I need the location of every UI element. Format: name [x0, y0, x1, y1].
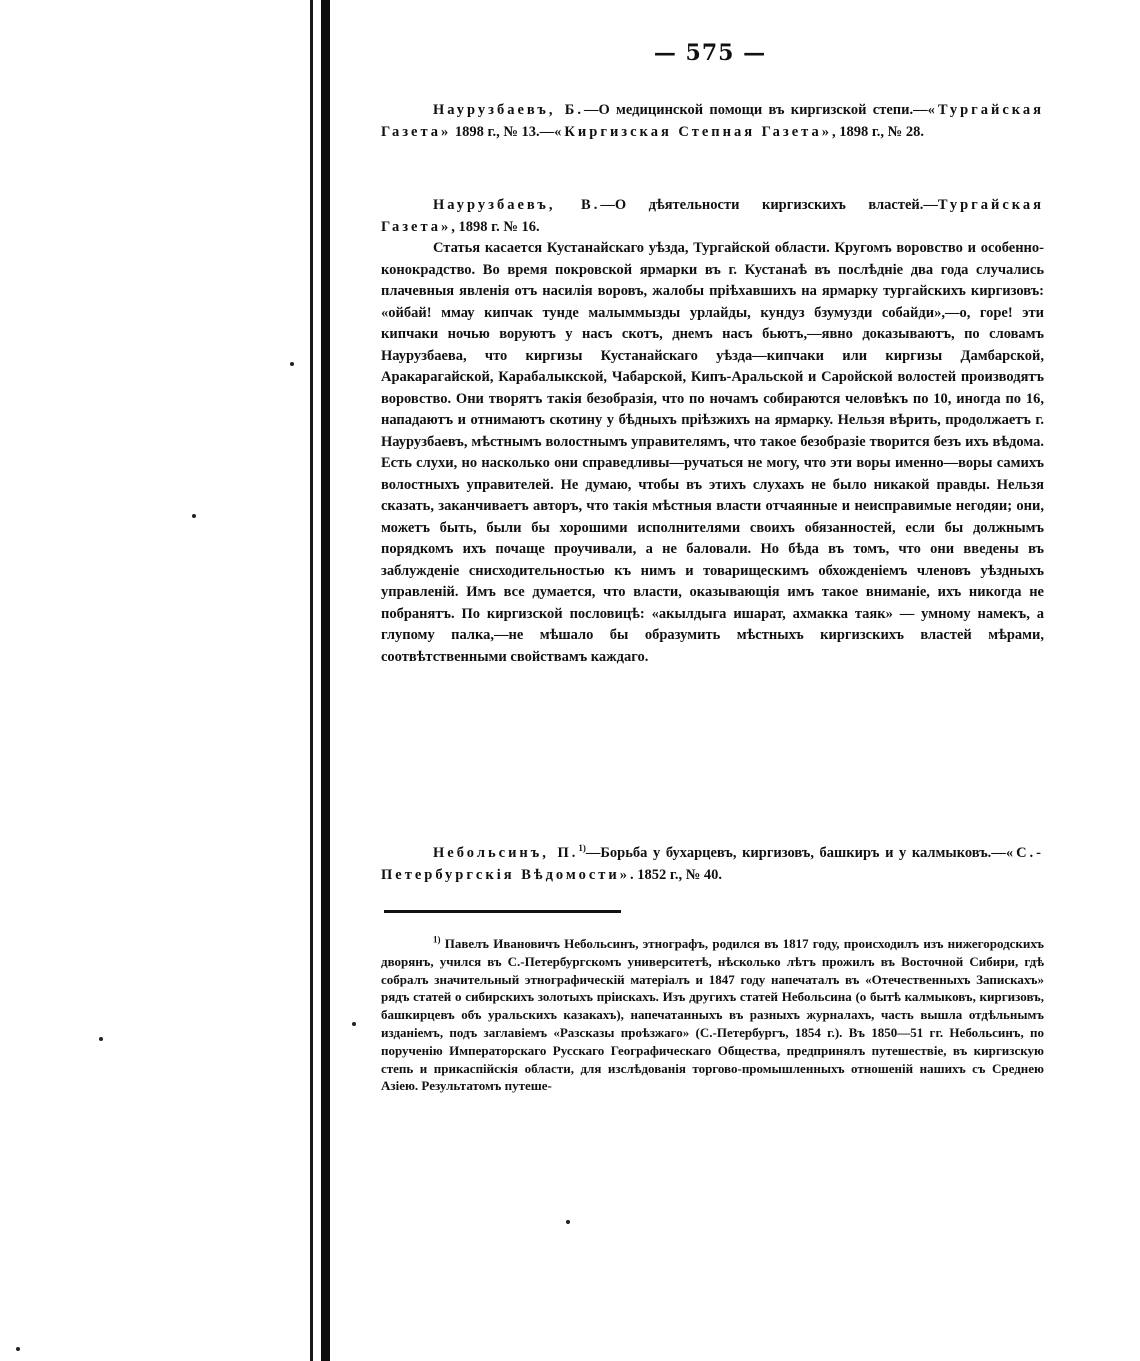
footnote-divider [384, 910, 621, 913]
binding-edge-bar [321, 0, 330, 1361]
bibliography-entry [381, 100, 1044, 143]
footnote-mark: 1) [433, 934, 441, 945]
scan-speck [99, 1037, 103, 1041]
scan-speck [290, 362, 294, 366]
entry-citation: 1898 г., № 13.— [451, 123, 555, 140]
entry-source: «Киргизская Степная Газета» [554, 123, 832, 140]
scan-speck [352, 1022, 356, 1026]
page-number: — 575 — [653, 40, 767, 66]
entry-citation: . 1852 г., № 40. [630, 866, 723, 883]
footnote [381, 935, 1044, 1095]
entry-citation: , 1898 г., № 28. [831, 123, 924, 140]
scan-speck [16, 1347, 20, 1351]
scan-speck [192, 514, 196, 518]
entry-author: Наурузбаевъ, В. [433, 197, 601, 213]
entry-summary: Статья касается Кустанайскаго уѣзда, Тургайской области. Кругомъ воровство и особенно-конокрадство. Во время покровской ярмарки въ г. Кустанаѣ въ послѣдніе два года случались плачевныя явленія отъ насилія воровъ, жалобы пріѣхавшихъ на ярмарку тургайскихъ киргизовъ: «ойбай! ммау кипчак тунде малыммызды урлайды, кундуз бзумузди собайди»,—о, горе! эти кипчаки ночью воруютъ у насъ скотъ, днемъ насъ бьютъ,—явно доказываютъ, по словамъ Наурузбаева, что киргизы Кустанайскаго уѣзда—кипчаки или киргизы Дамбарской, Аракарагайской, Карабалыкской, Чабарской, Кипъ-Аральской и Саройской волостей производятъ воровство. Они творятъ такія безобразія, что по ночамъ собираются человѣкъ по 10, иногда по 16, нападаютъ и отнимаютъ скотину у бѣдныхъ пріѣзжихъ на ярмарку. Нельзя вѣрить, продолжаетъ г. Наурузбаевъ, мѣстнымъ волостнымъ управителямъ, что такое безобразіе творится безъ ихъ вѣдома. Есть слухи, но насколько они справедливы—ручаться не могу, что эти воры именно—воры самихъ волостныхъ управителей. Не думаю, чтобы въ этихъ слухахъ не было никакой правды. Нельзя сказать, заканчиваетъ авторъ, что такія мѣстныя власти отчаянные и неисправимые негодяи; они, можетъ быть, были бы хорошими исполнителями своихъ обязанностей, если бы должнымъ порядкомъ ихъ почаще проучивали, а не баловали. Но бѣда въ томъ, что они введены въ заблужденіе снисходительностью къ нимъ и товарищескимъ обхожденіемъ членовъ уѣздныхъ управленій. Имъ все думается, что власти, оказывающія имъ такое вниманіе, ихъ никогда не побранятъ. По киргизской пословицѣ: «акылдыга ишарат, ахмакка таяк» — умному намекъ, а глупому палка,—не мѣшало бы образумить мѣстныхъ киргизскихъ властей мѣрами, соотвѣтственными свойствамъ каждаго. [381, 240, 1044, 665]
scan-speck [566, 1220, 570, 1224]
footnote-text: Павелъ Ивановичъ Небольсинъ, этнографъ, родился въ 1817 году, происходилъ изъ нижегородскихъ дворянъ, учился въ С.-Петербургскомъ университетѣ, нѣсколько лѣтъ прожилъ въ Восточной Сибири, гдѣ собралъ значительный этнографическій матеріалъ и 1847 году напечаталъ въ «Отечественныхъ Запискахъ» рядъ статей о сибирскихъ золотыхъ пріискахъ. Изъ другихъ статей Небольсина (о бытѣ калмыковъ, киргизовъ, башкирцевъ объ уральскихъ казакахъ), напечатанныхъ въ разныхъ журналахъ, часть вышла отдѣльнымъ изданіемъ, подъ заглавіемъ «Разсказы проѣзжаго» (С.-Петербургъ, 1854 г.). Въ 1850—51 гг. Небольсинъ, по порученію Императорскаго Русскаго Географическаго Общества, предпринялъ путешествіе, въ киргизскую степь и прикаспійскія области, для изслѣдованія торгово-промышленныхъ отношеній нашихъ съ Среднею Азіею. Результатомъ путеше- [381, 936, 1044, 1094]
entry-source: «С.-Петербургскія Вѣдомости» [381, 845, 1044, 883]
entry-source: Тургайская Газета» [381, 197, 1044, 235]
entry-author: Небольсинъ, П. [433, 845, 579, 861]
entry-citation: , 1898 г. № 16. [451, 218, 540, 235]
binding-edge-line [310, 0, 313, 1361]
entry-title: —О медицинской помощи въ киргизской степи.— [583, 102, 928, 118]
entry-author: Наурузбаевъ, Б. [433, 102, 584, 118]
entry-title: —Борьба у бухарцевъ, киргизовъ, башкиръ и у калмыковъ.— [585, 845, 1006, 861]
entry-title: —О дѣятельности киргизскихъ властей.— [600, 197, 938, 213]
entry-source: «Тургайская Газета» [381, 102, 1045, 140]
bibliography-entry [381, 843, 1044, 886]
bibliography-entry [381, 195, 1044, 668]
footnote-reference: 1) [578, 843, 586, 854]
